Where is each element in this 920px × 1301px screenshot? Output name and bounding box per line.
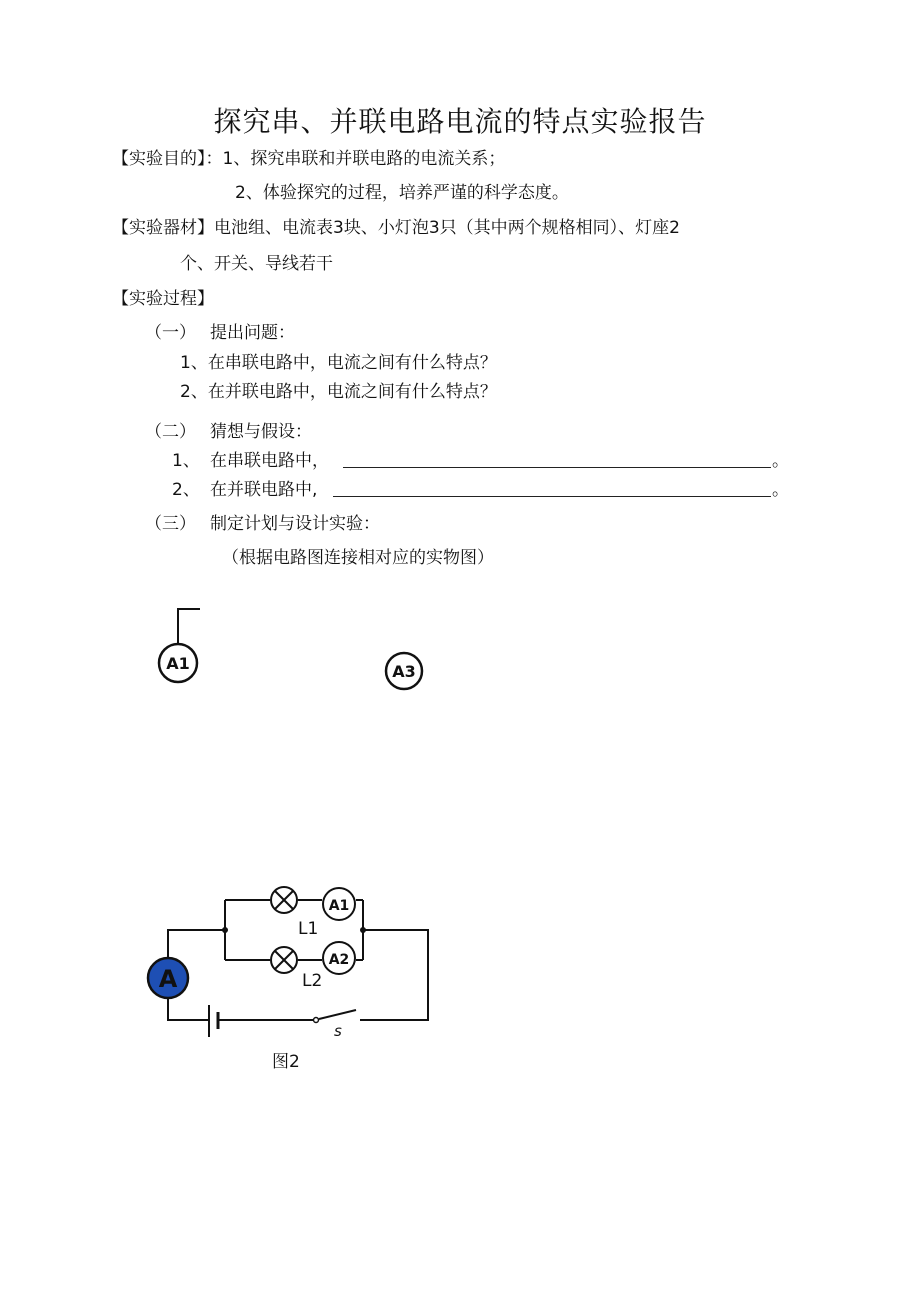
question-2: 2、在并联电路中，电流之间有什么特点？ <box>180 382 497 402</box>
ammeter-a3-icon <box>386 653 422 689</box>
hypothesis-2-text: 在并联电路中, <box>210 480 318 500</box>
section1-heading: 提出问题： <box>210 323 295 343</box>
lamp-l2-icon <box>271 947 297 973</box>
section3-note: （根据电路图连接相对应的实物图） <box>222 548 494 568</box>
purpose-item-2: 2、体验探究的过程，培养严谨的科学态度。 <box>235 183 569 203</box>
ammeter-main-label: A <box>158 965 178 993</box>
equipment-text-2: 个、开关、导线若干 <box>180 254 333 274</box>
page-title: 探究串、并联电路电流的特点实验报告 <box>213 105 707 138</box>
section2-heading: 猜想与假设： <box>210 422 312 442</box>
top-wire <box>178 609 200 645</box>
lamp-l2-label: L2 <box>302 971 323 991</box>
lamp-l1-label: L1 <box>298 919 319 939</box>
purpose-label: 【实验目的】： <box>112 149 223 169</box>
ammeter-branch-a1-label: A1 <box>328 898 350 914</box>
ammeter-main-icon <box>148 958 188 998</box>
ammeter-branch-a1-icon <box>323 888 355 920</box>
figure-caption: 图2 <box>272 1052 300 1072</box>
section2-num: （二） <box>145 422 196 442</box>
hypothesis-2-num: 2、 <box>172 480 200 500</box>
purpose-item-1: 1、探究串联和并联电路的电流关系； <box>222 149 506 169</box>
hypothesis-1-text: 在串联电路中， <box>210 451 329 471</box>
ammeter-a1-icon <box>159 644 197 682</box>
ammeter-branch-a2-label: A2 <box>328 952 350 968</box>
top-diagram <box>159 609 422 689</box>
hypothesis-2-end: 。 <box>772 480 789 500</box>
process-label: 【实验过程】 <box>112 289 214 309</box>
equipment-text-1: 电池组、电流表3块、小灯泡3只（其中两个规格相同）、灯座2 <box>214 218 680 238</box>
battery-icon <box>209 1005 218 1037</box>
ammeter-branch-a2-icon <box>323 942 355 974</box>
switch-icon <box>314 1018 319 1023</box>
junction-left-dot <box>222 927 228 933</box>
hypothesis-1-num: 1、 <box>172 451 200 471</box>
ammeter-a1-label: A1 <box>166 654 190 673</box>
question-1: 1、在串联电路中，电流之间有什么特点？ <box>180 353 497 373</box>
section3-num: （三） <box>145 514 196 534</box>
junction-right-dot <box>360 927 366 933</box>
ammeter-a3-label: A3 <box>392 662 416 681</box>
switch-label: s <box>334 1022 342 1040</box>
section3-heading: 制定计划与设计实验： <box>210 514 380 534</box>
hypothesis-1-end: 。 <box>772 451 789 471</box>
section1-num: （一） <box>145 323 196 343</box>
equipment-label: 【实验器材】 <box>112 218 214 238</box>
lamp-l1-icon <box>271 887 297 913</box>
